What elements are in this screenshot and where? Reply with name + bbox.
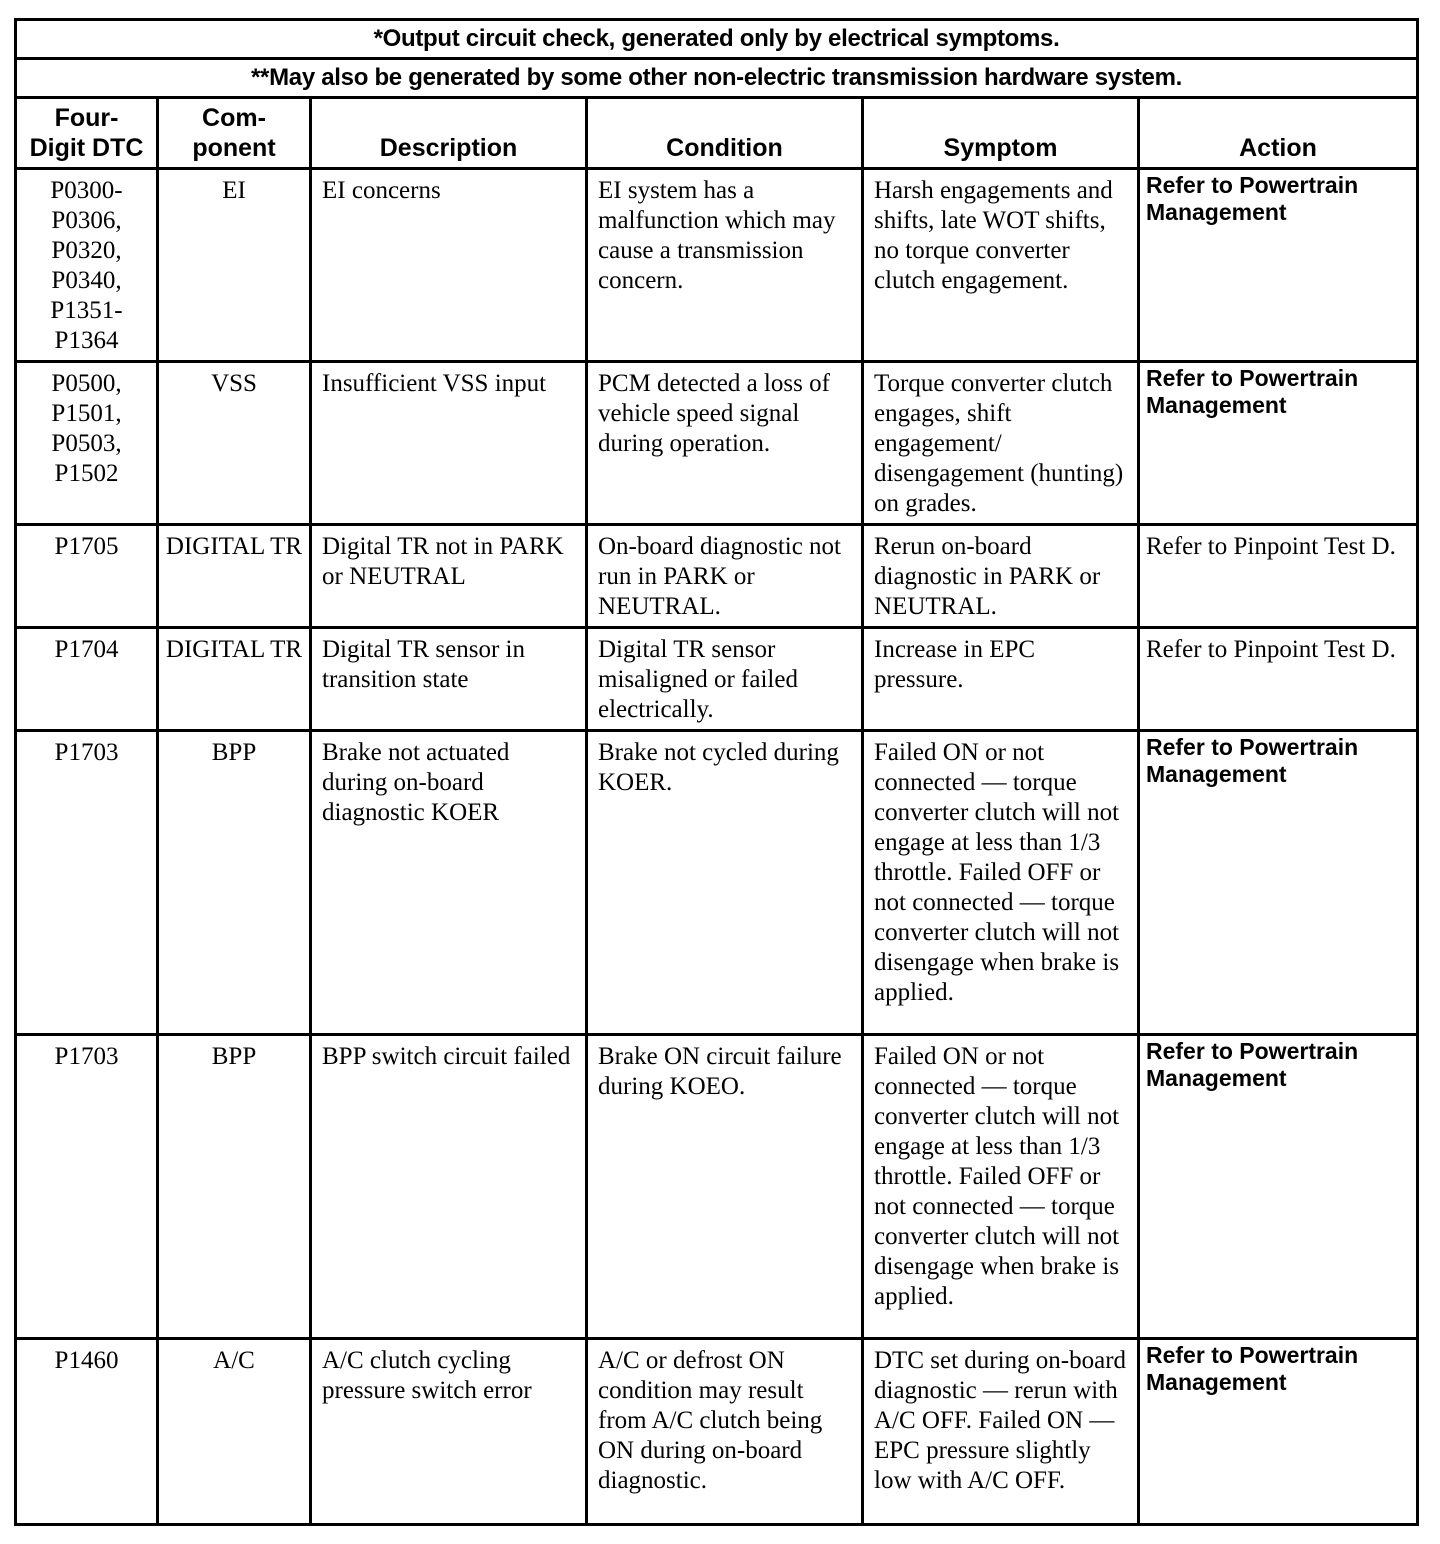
- symptom-cell: Failed ON or not connected — torque converter clutch will not engage at less than 1/3 throttle. Failed OFF or not connected — torque converter clutch will not disengage when brake is applied.: [863, 1035, 1139, 1339]
- dtc-cell: P0500, P1501, P0503, P1502: [16, 362, 158, 525]
- symptom-cell: Failed ON or not connected — torque converter clutch will not engage at less than 1/3 throttle. Failed OFF or not connected — torque converter clutch will not disengage when brake is applied.: [863, 731, 1139, 1035]
- dtc-table: [14, 18, 1419, 1526]
- description-cell: Insufficient VSS input: [311, 362, 587, 525]
- header-row: [16, 98, 1418, 169]
- component-cell: VSS: [158, 362, 311, 525]
- table-row: [16, 362, 1418, 525]
- symptom-cell: Increase in EPC pressure.: [863, 628, 1139, 731]
- table-row: [16, 1035, 1418, 1339]
- action-cell: Refer to Powertrain Management: [1139, 169, 1418, 362]
- header-action: Action: [1139, 98, 1418, 169]
- dtc-table-page: [14, 18, 1416, 1526]
- description-cell: A/C clutch cycling pressure switch error: [311, 1339, 587, 1525]
- action-cell: Refer to Powertrain Management: [1139, 731, 1418, 1035]
- action-cell: Refer to Pinpoint Test D.: [1139, 525, 1418, 628]
- dtc-cell: P1705: [16, 525, 158, 628]
- footnote-non-electric: **May also be generated by some other non-electric transmission hardware system.: [16, 59, 1418, 98]
- component-cell: DIGITAL TR: [158, 525, 311, 628]
- component-cell: BPP: [158, 731, 311, 1035]
- footnote-electrical: *Output circuit check, generated only by electrical symptoms.: [16, 20, 1418, 59]
- table-row: [16, 525, 1418, 628]
- header-component: Com- ponent: [158, 98, 311, 169]
- description-cell: BPP switch circuit failed: [311, 1035, 587, 1339]
- condition-cell: Digital TR sensor misaligned or failed electrically.: [587, 628, 863, 731]
- symptom-cell: DTC set during on-board diagnostic — rerun with A/C OFF. Failed ON — EPC pressure slightly low with A/C OFF.: [863, 1339, 1139, 1525]
- dtc-cell: P0300- P0306, P0320, P0340, P1351- P1364: [16, 169, 158, 362]
- dtc-cell: P1460: [16, 1339, 158, 1525]
- dtc-cell: P1703: [16, 1035, 158, 1339]
- condition-cell: Brake not cycled during KOER.: [587, 731, 863, 1035]
- condition-cell: PCM detected a loss of vehicle speed signal during operation.: [587, 362, 863, 525]
- header-condition: Condition: [587, 98, 863, 169]
- table-row: [16, 169, 1418, 362]
- component-cell: EI: [158, 169, 311, 362]
- note-row-2: [16, 59, 1418, 98]
- symptom-cell: Torque converter clutch engages, shift engagement/ disengagement (hunting) on grades.: [863, 362, 1139, 525]
- table-row: [16, 628, 1418, 731]
- component-cell: A/C: [158, 1339, 311, 1525]
- action-cell: Refer to Powertrain Management: [1139, 362, 1418, 525]
- header-dtc: Four- Digit DTC: [16, 98, 158, 169]
- dtc-cell: P1704: [16, 628, 158, 731]
- table-row: [16, 731, 1418, 1035]
- header-description: Description: [311, 98, 587, 169]
- description-cell: EI concerns: [311, 169, 587, 362]
- symptom-cell: Harsh engagements and shifts, late WOT shifts, no torque converter clutch engagement.: [863, 169, 1139, 362]
- description-cell: Digital TR sensor in transition state: [311, 628, 587, 731]
- condition-cell: EI system has a malfunction which may cause a transmission concern.: [587, 169, 863, 362]
- condition-cell: A/C or defrost ON condition may result from A/C clutch being ON during on-board diagnostic.: [587, 1339, 863, 1525]
- component-cell: BPP: [158, 1035, 311, 1339]
- description-cell: Digital TR not in PARK or NEUTRAL: [311, 525, 587, 628]
- condition-cell: On-board diagnostic not run in PARK or NEUTRAL.: [587, 525, 863, 628]
- description-cell: Brake not actuated during on-board diagnostic KOER: [311, 731, 587, 1035]
- symptom-cell: Rerun on-board diagnostic in PARK or NEUTRAL.: [863, 525, 1139, 628]
- table-row: [16, 1339, 1418, 1525]
- dtc-cell: P1703: [16, 731, 158, 1035]
- action-cell: Refer to Powertrain Management: [1139, 1339, 1418, 1525]
- condition-cell: Brake ON circuit failure during KOEO.: [587, 1035, 863, 1339]
- note-row-1: [16, 20, 1418, 59]
- header-symptom: Symptom: [863, 98, 1139, 169]
- component-cell: DIGITAL TR: [158, 628, 311, 731]
- action-cell: Refer to Powertrain Management: [1139, 1035, 1418, 1339]
- action-cell: Refer to Pinpoint Test D.: [1139, 628, 1418, 731]
